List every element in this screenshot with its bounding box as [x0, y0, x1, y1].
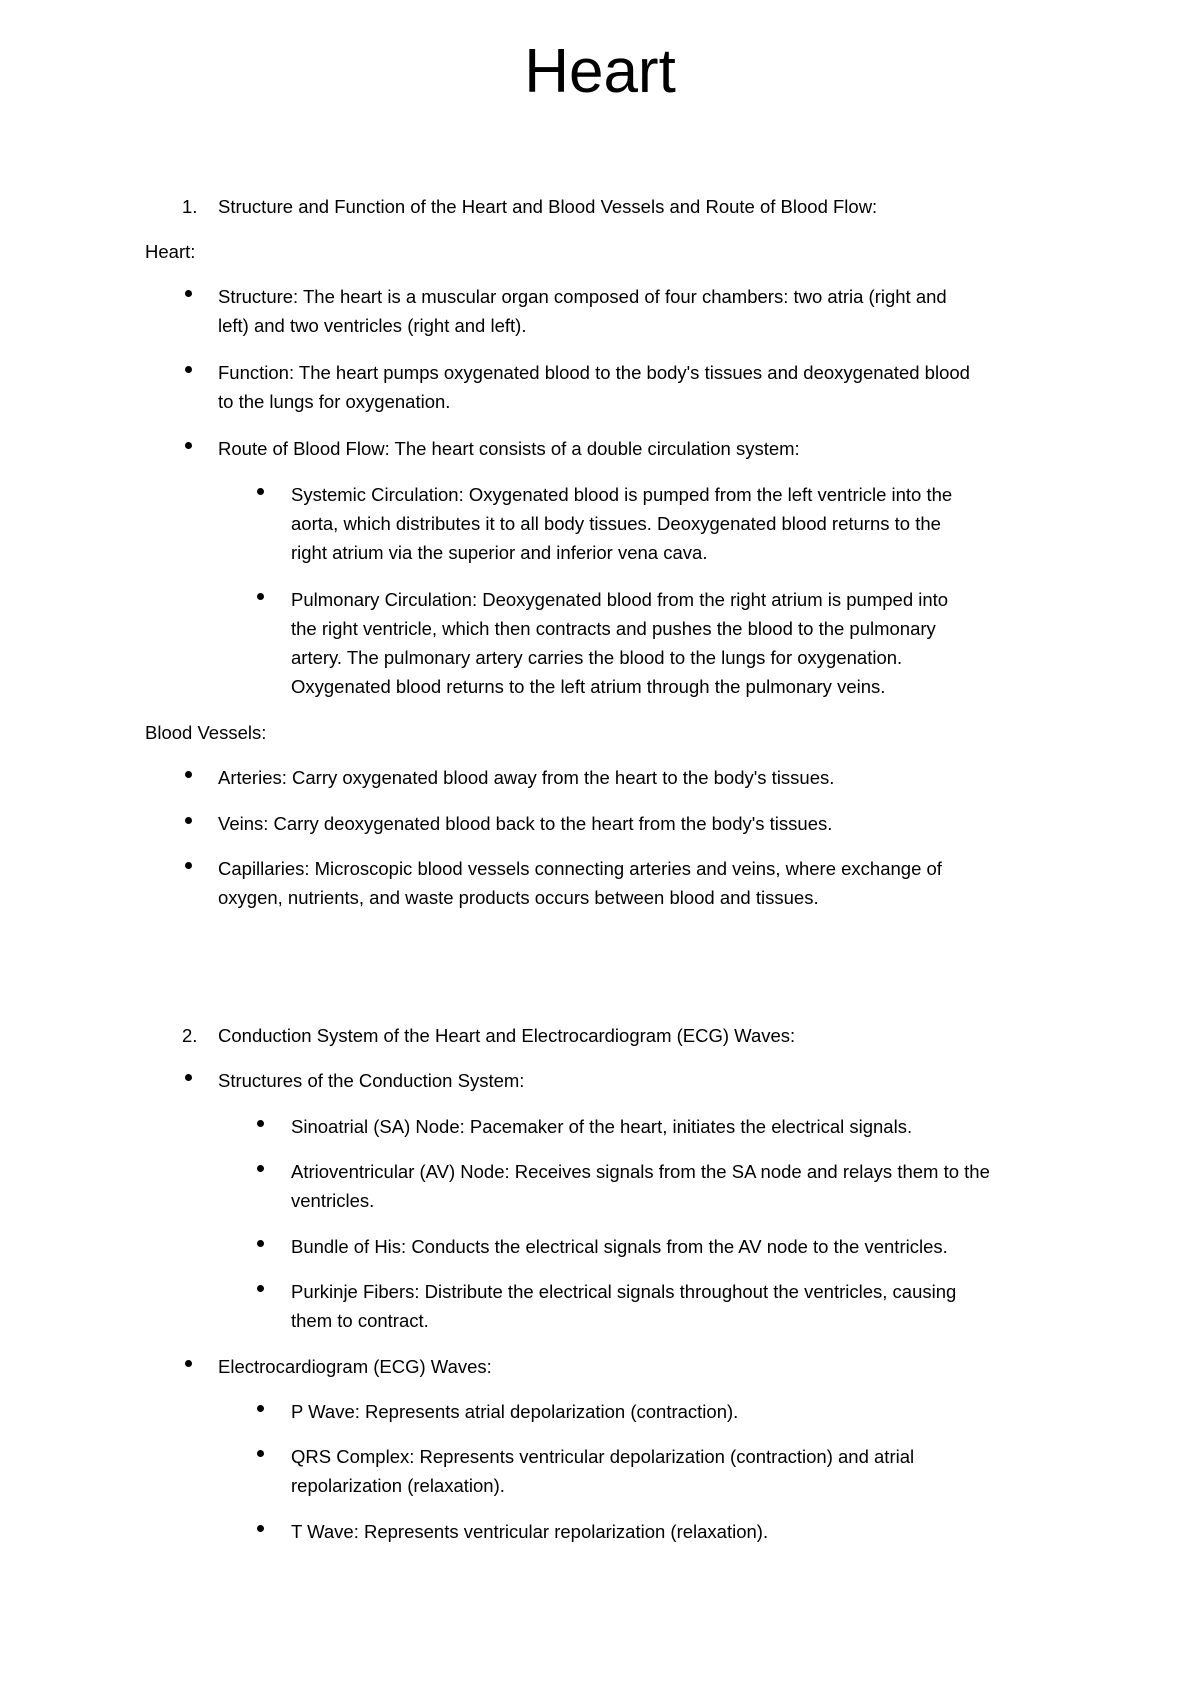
heart-function-line-1: Function: The heart pumps oxygenated blood to the body's tissues and deoxygenated blood: [218, 362, 970, 383]
bullet-icon: [257, 1450, 264, 1457]
pulmonary-line-4: Oxygenated blood returns to the left atrium through the pulmonary veins.: [291, 676, 886, 697]
av-node-line-2: ventricles.: [291, 1190, 375, 1211]
capillaries-line-1: Capillaries: Microscopic blood vessels connecting arteries and veins, where exchange of: [218, 858, 942, 879]
heart-structure-line-2: left) and two ventricles (right and left).: [218, 315, 527, 336]
bullet-icon: [257, 1240, 264, 1247]
section-2-number: 2.: [182, 1025, 198, 1046]
bullet-icon: [185, 442, 192, 449]
heart-function-line-2: to the lungs for oxygenation.: [218, 391, 451, 412]
bullet-icon: [185, 1074, 192, 1081]
t-wave-line: T Wave: Represents ventricular repolarization (relaxation).: [291, 1521, 769, 1542]
structures-label: Structures of the Conduction System:: [218, 1070, 525, 1091]
capillaries-line-2: oxygen, nutrients, and waste products occurs between blood and tissues.: [218, 887, 819, 908]
bullet-icon: [257, 1525, 264, 1532]
systemic-line-2: aorta, which distributes it to all body tissues. Deoxygenated blood returns to the: [291, 513, 941, 534]
bullet-icon: [257, 1165, 264, 1172]
purkinje-line-2: them to contract.: [291, 1310, 429, 1331]
pulmonary-line-1: Pulmonary Circulation: Deoxygenated blood from the right atrium is pumped into: [291, 589, 949, 610]
bullet-icon: [257, 1285, 264, 1292]
bullet-icon: [257, 1120, 264, 1127]
veins-line: Veins: Carry deoxygenated blood back to the heart from the body's tissues.: [218, 813, 833, 834]
bullet-icon: [185, 817, 192, 824]
blood-vessels-label: Blood Vessels:: [145, 722, 267, 743]
heart-label: Heart:: [145, 241, 196, 262]
bullet-icon: [257, 1405, 264, 1412]
bullet-icon: [257, 488, 264, 495]
ecg-label: Electrocardiogram (ECG) Waves:: [218, 1356, 492, 1377]
bullet-icon: [185, 290, 192, 297]
arteries-line: Arteries: Carry oxygenated blood away from the heart to the body's tissues.: [218, 767, 835, 788]
bullet-icon: [185, 1360, 192, 1367]
bullet-icon: [185, 862, 192, 869]
p-wave-line: P Wave: Represents atrial depolarization (contraction).: [291, 1401, 739, 1422]
bullet-icon: [257, 593, 264, 600]
qrs-line-1: QRS Complex: Represents ventricular depolarization (contraction) and atrial: [291, 1446, 915, 1467]
section-1-heading: Structure and Function of the Heart and Blood Vessels and Route of Blood Flow:: [218, 196, 878, 217]
bullet-icon: [185, 366, 192, 373]
pulmonary-line-2: the right ventricle, which then contracts and pushes the blood to the pulmonary: [291, 618, 936, 639]
page-title: Heart: [524, 37, 676, 106]
bullet-icon: [185, 771, 192, 778]
section-2-heading: Conduction System of the Heart and Electrocardiogram (ECG) Waves:: [218, 1025, 796, 1046]
av-node-line-1: Atrioventricular (AV) Node: Receives signals from the SA node and relays them to the: [291, 1161, 990, 1182]
section-1-number: 1.: [182, 196, 198, 217]
systemic-line-3: right atrium via the superior and inferior vena cava.: [291, 542, 708, 563]
heart-route-line-1: Route of Blood Flow: The heart consists of a double circulation system:: [218, 438, 800, 459]
systemic-line-1: Systemic Circulation: Oxygenated blood is pumped from the left ventricle into the: [291, 484, 953, 505]
pulmonary-line-3: artery. The pulmonary artery carries the blood to the lungs for oxygenation.: [291, 647, 903, 668]
qrs-line-2: repolarization (relaxation).: [291, 1475, 505, 1496]
heart-structure-line-1: Structure: The heart is a muscular organ composed of four chambers: two atria (right and: [218, 286, 947, 307]
bundle-of-his-line: Bundle of His: Conducts the electrical signals from the AV node to the ventricles.: [291, 1236, 948, 1257]
purkinje-line-1: Purkinje Fibers: Distribute the electrical signals throughout the ventricles, causing: [291, 1281, 957, 1302]
sa-node-line: Sinoatrial (SA) Node: Pacemaker of the heart, initiates the electrical signals.: [291, 1116, 913, 1137]
